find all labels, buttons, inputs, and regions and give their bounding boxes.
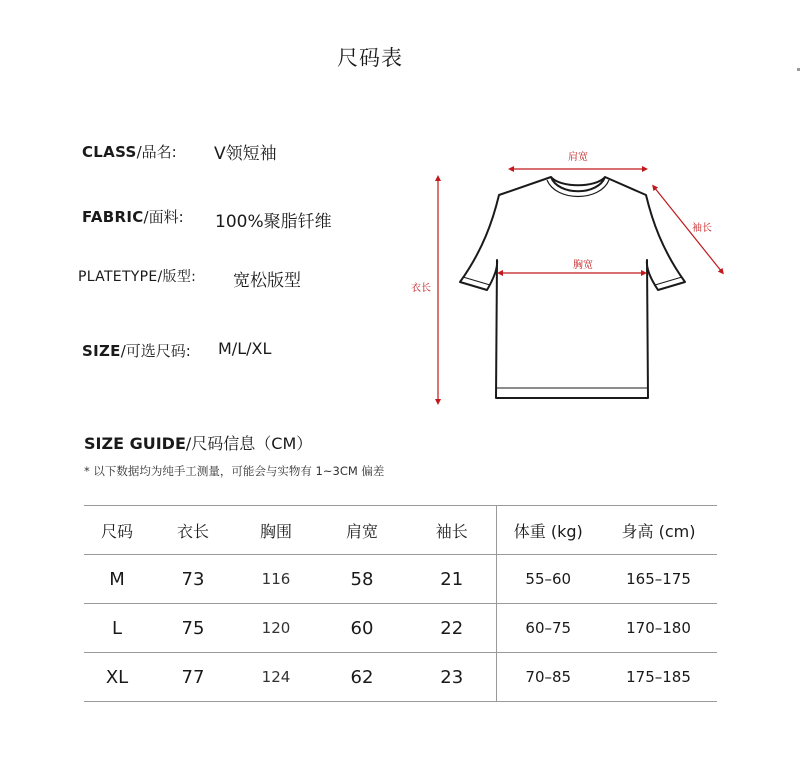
table-row xyxy=(84,604,717,653)
header-length: 衣长 xyxy=(176,521,209,541)
chest-label: 胸宽 xyxy=(573,260,593,271)
platetype-value: 宽松版型 xyxy=(233,271,301,291)
cell-length: 73 xyxy=(181,568,205,590)
cell-height: 170–180 xyxy=(626,619,691,637)
tshirt-outline xyxy=(460,177,685,398)
cell-chest: 120 xyxy=(261,619,291,637)
class-label-en: CLASS xyxy=(82,143,137,161)
platetype-row xyxy=(78,266,301,291)
table-row xyxy=(84,653,717,702)
cell-size: XL xyxy=(105,666,129,688)
table-header-row xyxy=(84,506,717,555)
class-row xyxy=(82,141,277,164)
size-guide-title-cn: /尺码信息（CM） xyxy=(185,434,313,453)
header-weight: 体重 (kg) xyxy=(496,506,600,555)
cell-height: 175–185 xyxy=(626,668,691,686)
cell-sleeve: 22 xyxy=(440,617,464,639)
cell-weight: 60–75 xyxy=(496,604,600,653)
header-height: 身高 (cm) xyxy=(621,521,696,541)
fabric-label-en: FABRIC xyxy=(82,208,144,226)
cell-size: L xyxy=(111,617,123,639)
header-shoulder: 肩宽 xyxy=(345,521,378,541)
size-guide-title-en: SIZE GUIDE xyxy=(84,434,186,453)
platetype-label: PLATETYPE/版型: xyxy=(78,269,197,285)
size-table xyxy=(84,505,717,702)
cell-length: 77 xyxy=(181,666,205,688)
fabric-value: 100%聚脂钎维 xyxy=(215,212,332,232)
header-size: 尺码 xyxy=(100,521,133,541)
cell-chest: 124 xyxy=(261,668,291,686)
sleeve-label: 袖长 xyxy=(692,223,712,234)
table-row xyxy=(84,555,717,604)
cell-sleeve: 21 xyxy=(440,568,464,590)
cell-shoulder: 60 xyxy=(350,617,374,639)
cell-height: 165–175 xyxy=(626,570,691,588)
shoulder-label: 肩宽 xyxy=(568,152,588,163)
header-chest: 胸围 xyxy=(259,521,292,541)
cell-size: M xyxy=(109,568,125,590)
cell-chest: 116 xyxy=(261,570,291,588)
size-value: M/L/XL xyxy=(218,339,272,358)
cell-length: 75 xyxy=(181,617,205,639)
cell-weight: 55–60 xyxy=(496,555,600,604)
tshirt-diagram xyxy=(400,140,740,415)
size-label-en: SIZE xyxy=(82,342,121,360)
cell-shoulder: 58 xyxy=(350,568,374,590)
length-label: 衣长 xyxy=(411,283,431,294)
measurement-note: * 以下数据均为纯手工测量，可能会与实物有 1~3CM 偏差 xyxy=(84,464,385,478)
cell-sleeve: 23 xyxy=(440,666,464,688)
size-label-cn: /可选尺码: xyxy=(120,342,191,360)
fabric-label-cn: /面料: xyxy=(143,208,184,226)
size-row xyxy=(82,339,272,361)
class-label-cn: /品名: xyxy=(136,143,177,161)
cell-shoulder: 62 xyxy=(350,666,374,688)
size-guide-heading xyxy=(84,431,312,454)
cell-weight: 70–85 xyxy=(496,653,600,702)
class-value: V领短袖 xyxy=(214,144,277,164)
header-sleeve: 袖长 xyxy=(435,521,468,541)
page-title: 尺码表 xyxy=(337,46,403,70)
fabric-row xyxy=(82,206,332,232)
